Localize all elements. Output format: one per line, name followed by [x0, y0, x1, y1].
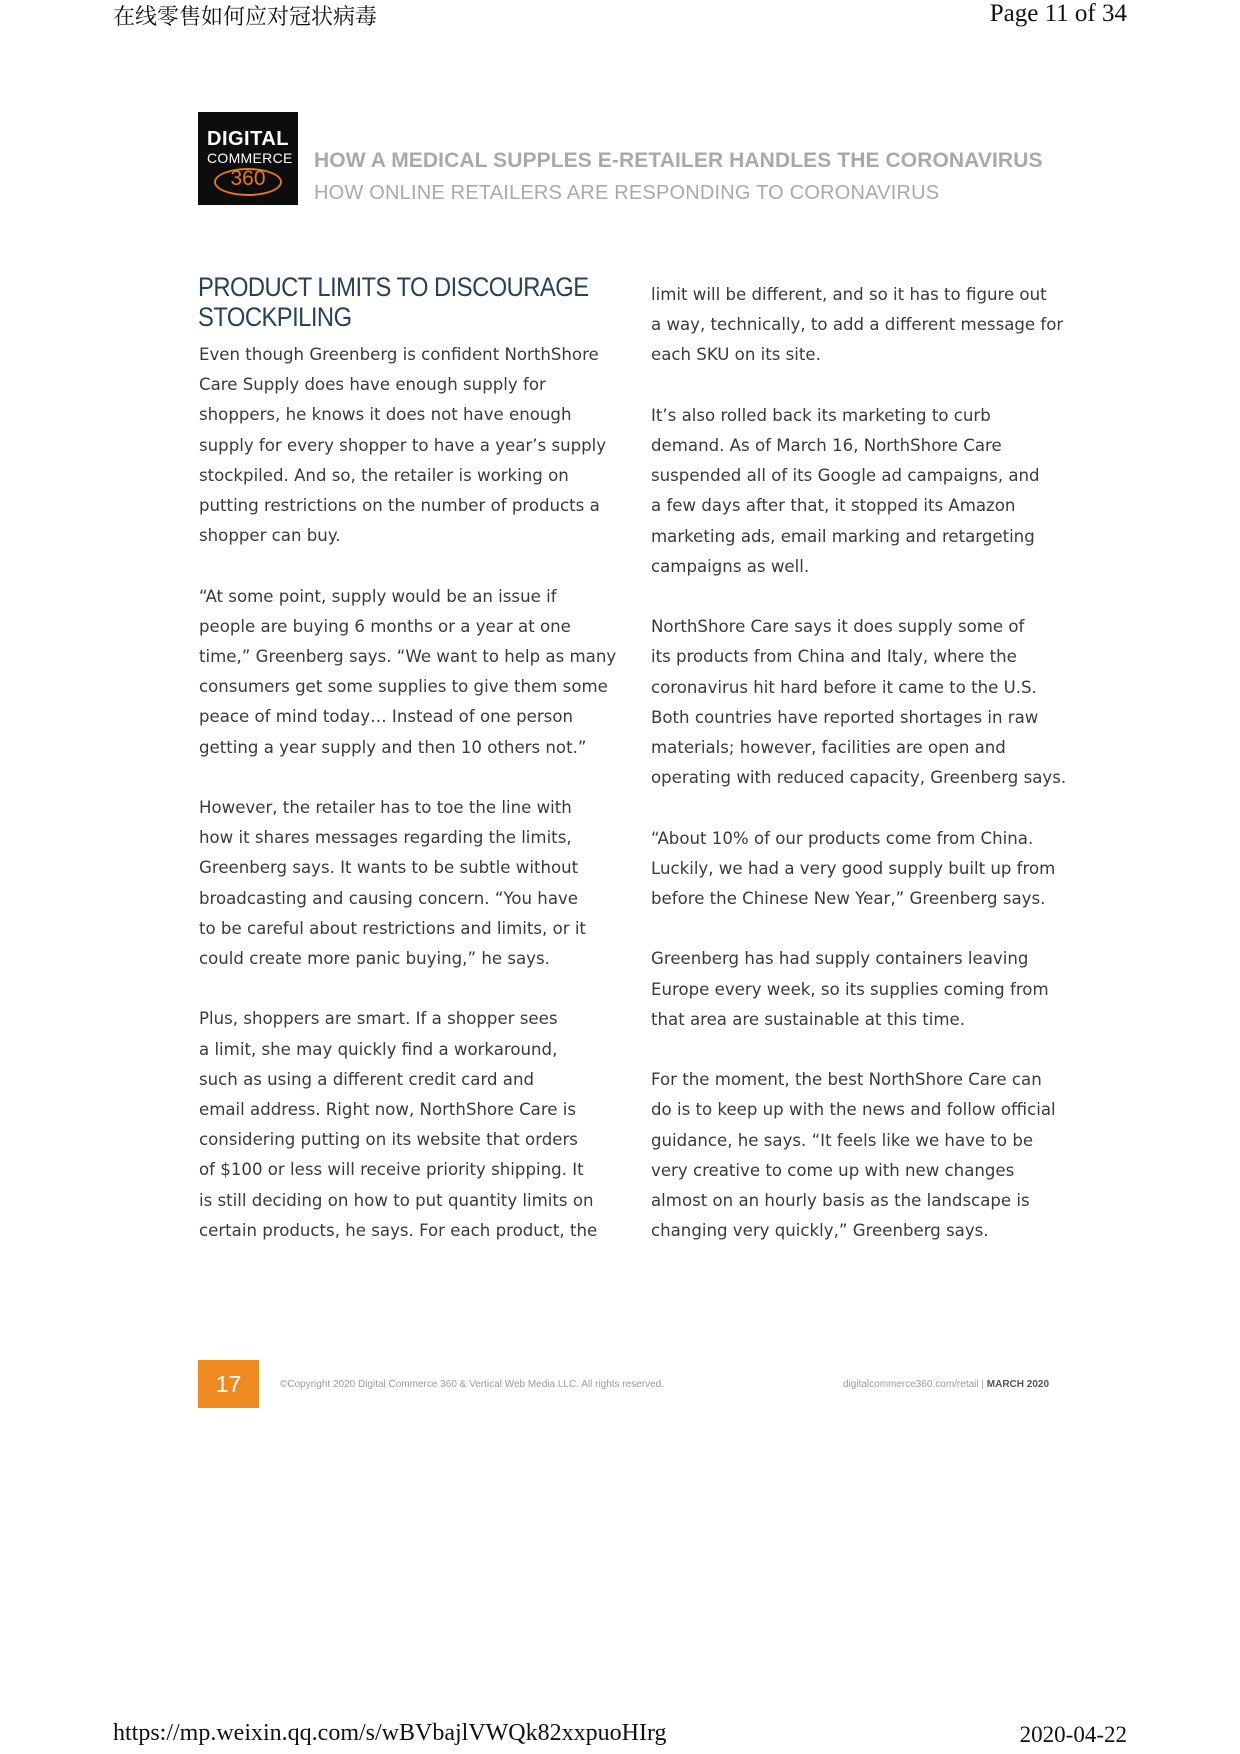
paragraph-line: could create more panic buying,” he says. — [199, 949, 550, 969]
footer-separator: | — [978, 1379, 987, 1390]
page-number-badge: 17 — [198, 1360, 259, 1408]
paragraph-line: how it shares messages regarding the limits, — [199, 828, 572, 848]
paragraph-line: email address. Right now, NorthShore Care is — [199, 1100, 577, 1120]
paragraph-line: consumers get some supplies to give them some — [199, 677, 608, 697]
section-heading-line: PRODUCT LIMITS TO DISCOURAGE — [198, 272, 589, 302]
paragraph-line: very creative to come up with new changes — [651, 1160, 1015, 1180]
paragraph-line: shopper can buy. — [199, 526, 341, 546]
paragraph-line: such as using a different credit card and — [199, 1069, 535, 1089]
paragraph-line: It’s also rolled back its marketing to curb — [651, 405, 991, 425]
paragraph-line: Even though Greenberg is confident NorthShore — [199, 345, 599, 364]
copyright-notice: ©Copyright 2020 Digital Commerce 360 & Vertical Web Media LLC. All rights reserved. — [280, 1379, 665, 1390]
paragraph-line: Both countries have reported shortages in raw — [651, 707, 1039, 727]
paragraph-line: time,” Greenberg says. “We want to help as many — [199, 647, 617, 667]
article-right-column — [651, 280, 1071, 1277]
paragraph-line: suspended all of its Google ad campaigns, and — [651, 466, 1040, 486]
paragraph-line: a way, technically, to add a different message for — [651, 315, 1064, 335]
paragraph-line: a limit, she may quickly find a workaround, — [199, 1039, 558, 1059]
source-url: https://mp.weixin.qq.com/s/wBVbajlVWQk82xxpuoHIrg — [113, 1720, 667, 1746]
digital-commerce-360-logo — [198, 112, 298, 205]
paragraph-line: For the moment, the best NorthShore Care can — [651, 1070, 1042, 1090]
paragraph-line: demand. As of March 16, NorthShore Care — [651, 436, 1002, 455]
paragraph-line: Plus, shoppers are smart. If a shopper sees — [199, 1009, 558, 1029]
paragraph-line: marketing ads, email marking and retargeting — [651, 526, 1035, 546]
paragraph-line: of $100 or less will receive priority shipping. It — [199, 1160, 584, 1180]
article-paragraph — [199, 793, 619, 974]
paragraph-line: certain products, he says. For each product, the — [199, 1220, 598, 1240]
paragraph-line: broadcasting and causing concern. “You have — [199, 888, 579, 908]
section-heading-line: STOCKPILING — [198, 302, 352, 332]
paragraph-line: materials; however, facilities are open and — [651, 738, 1006, 758]
paragraph-line: NorthShore Care says it does supply some of — [651, 617, 1025, 637]
paragraph-line: Luckily, we had a very good supply built up from — [651, 858, 1056, 878]
footer-url: digitalcommerce360.com/retail — [843, 1379, 979, 1390]
paragraph-line: considering putting on its website that orders — [199, 1130, 578, 1150]
document-subtitle: HOW ONLINE RETAILERS ARE RESPONDING TO CORONAVIRUS — [314, 182, 940, 204]
paragraph-line: operating with reduced capacity, Greenberg says. — [651, 768, 1067, 788]
paragraph-line: “At some point, supply would be an issue if — [199, 586, 557, 606]
paragraph-line: is still deciding on how to put quantity limits on — [199, 1190, 594, 1210]
paragraph-line: guidance, he says. “It feels like we have to be — [651, 1130, 1034, 1150]
paragraph-line: supply for every shopper to have a year’s supply — [199, 435, 607, 455]
paragraph-line: a few days after that, it stopped its Amazon — [651, 496, 1016, 516]
page-indicator: Page 11 of 34 — [989, 0, 1127, 27]
paragraph-line: Europe every week, so its supplies coming from — [651, 979, 1049, 999]
print-date: 2020-04-22 — [1019, 1722, 1127, 1747]
paragraph-line: stockpiled. And so, the retailer is working on — [199, 465, 569, 485]
paragraph-line: coronavirus hit hard before it came to the U.S. — [651, 677, 1037, 697]
article-paragraph — [651, 824, 1071, 915]
logo-line-360: 360 — [230, 167, 266, 190]
logo-line-digital: DIGITAL — [207, 128, 290, 150]
footer-source — [843, 1379, 1049, 1390]
paragraph-line: putting restrictions on the number of products a — [199, 496, 600, 516]
article-paragraph — [199, 582, 619, 763]
paragraph-line: peace of mind today… Instead of one person — [199, 707, 573, 727]
paragraph-line: However, the retailer has to toe the line with — [199, 798, 572, 818]
section-heading — [198, 272, 589, 332]
paragraph-line: Care Supply does have enough supply for — [199, 375, 546, 395]
paragraph-line: almost on an hourly basis as the landscape is — [651, 1191, 1030, 1211]
paragraph-line: before the Chinese New Year,” Greenberg says. — [651, 889, 1046, 909]
paragraph-line: campaigns as well. — [651, 556, 810, 576]
article-paragraph — [651, 944, 1071, 1035]
paragraph-line: changing very quickly,” Greenberg says. — [651, 1221, 989, 1241]
paragraph-line: Greenberg has had supply containers leaving — [651, 949, 1029, 969]
article-paragraph — [651, 1065, 1071, 1246]
article-left-column — [199, 340, 619, 1276]
paragraph-line: to be careful about restrictions and limits, or it — [199, 918, 586, 938]
paragraph-line: its products from China and Italy, where the — [651, 647, 1017, 667]
paragraph-line: limit will be different, and so it has to figure out — [651, 285, 1047, 304]
article-paragraph — [651, 280, 1071, 371]
print-header-title: 在线零售如何应对冠状病毒 — [113, 5, 378, 30]
document-title: HOW A MEDICAL SUPPLES E-RETAILER HANDLES THE CORONAVIRUS — [314, 149, 1043, 172]
paragraph-line: “About 10% of our products come from China. — [651, 828, 1034, 848]
paragraph-line: shoppers, he knows it does not have enough — [199, 405, 572, 425]
footer-date: MARCH 2020 — [986, 1379, 1050, 1390]
paragraph-line: people are buying 6 months or a year at one — [199, 616, 571, 636]
paragraph-line: do is to keep up with the news and follow official — [651, 1100, 1056, 1120]
paragraph-line: Greenberg says. It wants to be subtle without — [199, 858, 579, 878]
article-paragraph — [199, 340, 619, 551]
article-paragraph — [199, 1004, 619, 1246]
logo-line-commerce: COMMERCE — [207, 150, 293, 166]
paragraph-line: that area are sustainable at this time. — [651, 1009, 966, 1029]
article-paragraph — [651, 612, 1071, 793]
paragraph-line: each SKU on its site. — [651, 345, 821, 365]
article-paragraph — [651, 401, 1071, 582]
paragraph-line: getting a year supply and then 10 others not.” — [199, 737, 587, 757]
